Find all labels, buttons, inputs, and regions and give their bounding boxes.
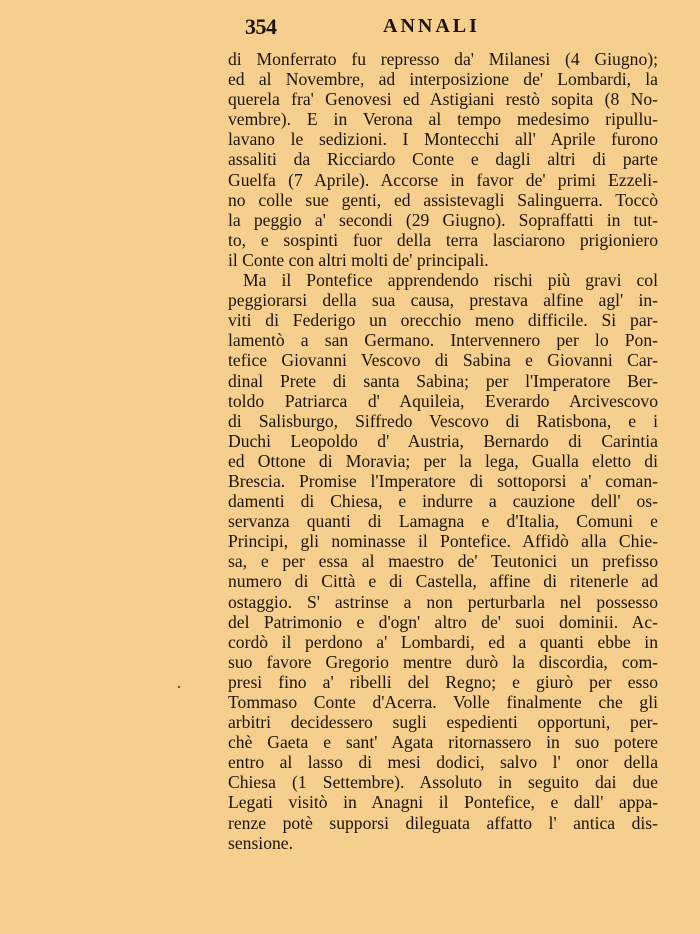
text-line: di Salisburgo, Siffredo Vescovo di Ratisbona, e i: [228, 410, 658, 431]
text-line: la peggio a' secondi (29 Giugno). Sopraffatti in tut-: [228, 209, 658, 230]
text-line: Legati visitò in Anagni il Pontefice, e dall' appa-: [228, 792, 658, 813]
paragraph-1: [228, 49, 658, 270]
text-line: Guelfa (7 Aprile). Accorse in favor de' primi Ezzeli-: [228, 169, 658, 190]
text-line: entro al lasso di mesi dodici, salvo l' onor della: [228, 752, 658, 773]
text-line: sa, e per essa al maestro de' Teutonici un prefisso: [228, 551, 658, 572]
text-line: Duchi Leopoldo d' Austria, Bernardo di Carintia: [228, 430, 658, 451]
text-line: arbitri decidessero sugli espedienti opportuni, per-: [228, 712, 658, 733]
text-line: lavano le sedizioni. I Montecchi all' Aprile furono: [228, 129, 658, 150]
text-line: cordò il perdono a' Lombardi, ed a quanti ebbe in: [228, 631, 658, 652]
text-line: sensione.: [228, 832, 293, 853]
ink-speck: [178, 686, 180, 688]
text-line: servanza quanti di Lamagna e d'Italia, Comuni e: [228, 511, 658, 532]
body-text: [228, 49, 658, 853]
text-line: lamentò a san Germano. Intervennero per lo Pon-: [228, 330, 658, 351]
text-line: toldo Patriarca d' Aquileia, Everardo Arcivescovo: [228, 390, 658, 411]
text-line: peggiorarsi della sua causa, prestava alfine agl' in-: [228, 290, 658, 311]
running-title: ANNALI: [383, 15, 480, 37]
text-line: di Monferrato fu represso da' Milanesi (4 Giugno);: [228, 49, 658, 69]
text-line: tefice Giovanni Vescovo di Sabina e Giovanni Car-: [228, 350, 658, 371]
text-line: suo favore Gregorio mentre durò la discordia, com-: [228, 651, 658, 672]
text-line: vembre). E in Verona al tempo medesimo ripullu-: [228, 109, 658, 130]
text-line: no colle sue genti, ed assistevagli Salinguerra. Toccò: [228, 189, 658, 210]
page-number: 354: [245, 14, 277, 39]
text-line: querela fra' Genovesi ed Astigiani restò sopita (8 No-: [228, 89, 658, 110]
paragraph-2: [228, 270, 658, 853]
text-line: assaliti da Ricciardo Conte e dagli altri di parte: [228, 149, 658, 170]
text-line: numero di Città e di Castella, affine di ritenerle ad: [228, 571, 658, 592]
text-line: viti di Federigo un orecchio meno difficile. Si par-: [228, 310, 658, 331]
text-line: Tommaso Conte d'Acerra. Volle finalmente che gli: [228, 692, 658, 712]
text-line: Chiesa (1 Settembre). Assoluto in seguito dai due: [228, 772, 658, 793]
text-line: chè Gaeta e sant' Agata ritornassero in suo potere: [228, 732, 658, 753]
text-line: il Conte con altri molti de' principali.: [228, 249, 489, 270]
text-line: Ma il Pontefice apprendendo rischi più gravi col: [243, 270, 658, 291]
text-line: Brescia. Promise l'Imperatore di sottoporsi a' coman-: [228, 470, 658, 491]
text-line: ed al Novembre, ad interposizione de' Lombardi, la: [228, 69, 658, 90]
text-line: damenti di Chiesa, e indurre a cauzione dell' os-: [228, 491, 658, 512]
running-head: [228, 12, 658, 44]
text-line: Principi, gli nominasse il Pontefice. Affidò alla Chie-: [228, 531, 658, 552]
text-line: dinal Prete di santa Sabina; per l'Imperatore Ber-: [228, 370, 658, 391]
text-line: ed Ottone di Moravia; per la lega, Gualla eletto di: [228, 450, 658, 471]
text-line: del Patrimonio e d'ogn' altro de' suoi dominii. Ac-: [228, 611, 658, 632]
text-line: to, e sospinti fuor della terra lasciarono prigioniero: [228, 229, 658, 250]
text-line: presi fino a' ribelli del Regno; e giurò per esso: [228, 671, 658, 692]
text-line: renze potè supporsi dileguata affatto l' antica dis-: [228, 812, 658, 833]
text-line: ostaggio. S' astrinse a non perturbarla nel possesso: [228, 591, 658, 612]
